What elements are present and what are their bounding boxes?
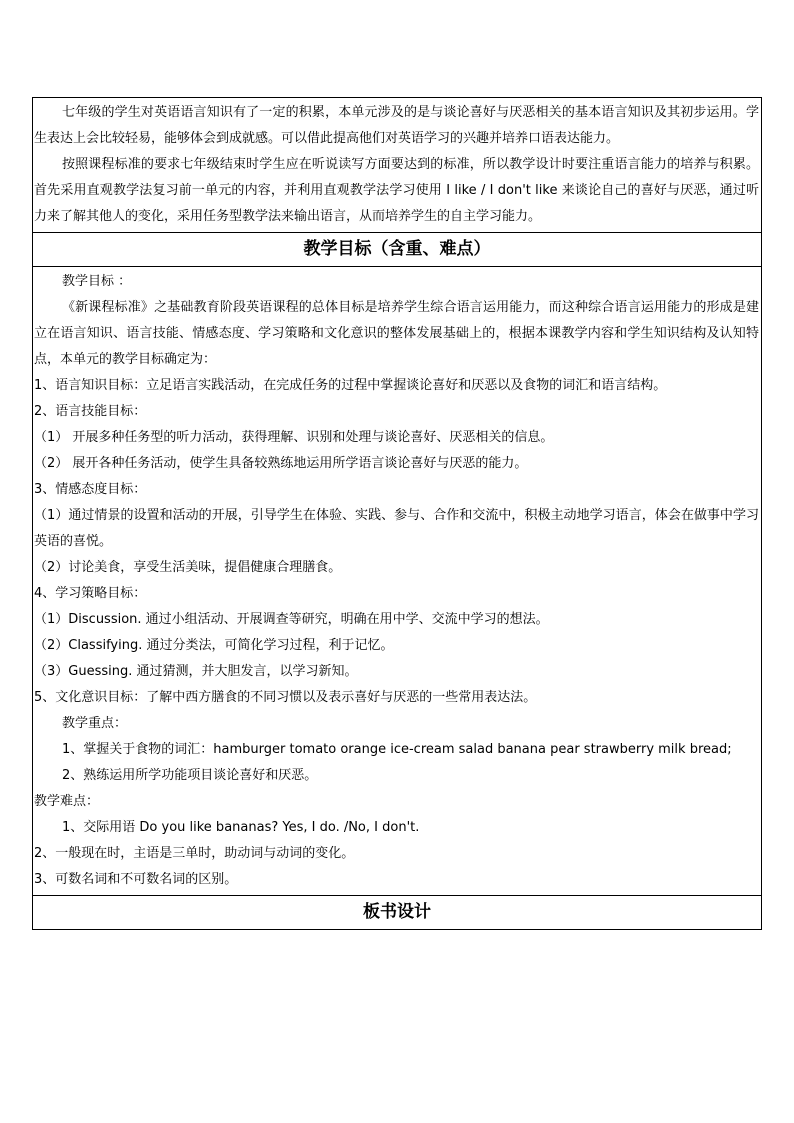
objective-line: （3）Guessing. 通过猜测，并大胆发言，以学习新知。 [34,664,358,679]
objective-line: 5、文化意识目标：了解中西方膳食的不同习惯以及表示喜好与厌恶的一些常用表达法。 [34,690,537,705]
objective-line: 3、情感态度目标： [34,482,147,497]
objectives-heading-row [33,233,762,267]
document-page [32,97,762,930]
objective-line: 1、语言知识目标：立足语言实践活动，在完成任务的过程中掌握谈论喜好和厌恶以及食物的词汇和语言结构。 [34,378,667,393]
lesson-plan-table [32,97,762,930]
board-design-heading-row [33,896,762,930]
difficult-point-item: 1、交际用语 Do you like bananas? Yes, I do. /No, I don't. [62,820,420,835]
objective-line: （1）Discussion. 通过小组活动、开展调查等研究，明确在用中学、交流中学习的想法。 [34,612,549,627]
difficult-point-item: 3、可数名词和不可数名词的区别。 [34,872,238,887]
objectives-row [33,267,762,896]
key-point-item: 1、掌握关于食物的词汇：hamburger tomato orange ice-cream salad banana pear strawberry milk bread; [62,742,732,757]
objectives-heading: 教学目标（含重、难点） [303,239,491,259]
objective-line: （1） 开展多种任务型的听力活动，获得理解、识别和处理与谈论喜好、厌恶相关的信息。 [34,430,554,445]
student-analysis-row [33,98,762,233]
objective-line: 4、学习策略目标： [34,586,147,601]
objective-line: 2、语言技能目标： [34,404,147,419]
key-points-label: 教学重点： [62,716,128,731]
student-analysis-cell [33,98,761,232]
difficult-points-label: 教学难点： [34,794,100,809]
analysis-paragraph-1: 七年级的学生对英语语言知识有了一定的积累，本单元涉及的是与谈论喜好与厌恶相关的基本语言知识及其初步运用。学生表达上会比较轻易，能够体会到成就感。可以借此提高他们对英语学习的兴趣并培养口语表达能力。 [34,105,759,146]
board-design-heading: 板书设计 [363,902,431,922]
objectives-cell [33,267,761,895]
objective-line: （1）通过情景的设置和活动的开展，引导学生在体验、实践、参与、合作和交流中，积极主动地学习语言，体会在做事中学习英语的喜悦。 [34,508,759,549]
objectives-intro: 《新课程标准》之基础教育阶段英语课程的总体目标是培养学生综合语言运用能力，而这种综合语言运用能力的形成是建立在语言知识、语言技能、情感态度、学习策略和文化意识的整体发展基础上的，根据本课教学内容和学生知识结构及认知特点，本单元的教学目标确定为： [34,300,759,367]
objective-line: （2）讨论美食，享受生活美味，提倡健康合理膳食。 [34,560,342,575]
objective-line: （2） 展开各种任务活动，使学生具备较熟练地运用所学语言谈论喜好与厌恶的能力。 [34,456,528,471]
objectives-label: 教学目标 ： [62,274,132,289]
analysis-paragraph-2: 按照课程标准的要求七年级结束时学生应在听说读写方面要达到的标准，所以教学设计时要注重语言能力的培养与积累。首先采用直观教学法复习前一单元的内容，并利用直观教学法学习使用 I like / I don't like 来谈论自己的喜好与厌恶，通过听力来了解其他人的变化，采用任务型教学法来输出语言，从而培养学生的自主学习能力。 [34,157,759,224]
objective-line: （2）Classifying. 通过分类法，可简化学习过程，利于记忆。 [34,638,394,653]
difficult-point-item: 2、一般现在时，主语是三单时，助动词与动词的变化。 [34,846,355,861]
key-point-item: 2、熟练运用所学功能项目谈论喜好和厌恶。 [62,768,318,783]
